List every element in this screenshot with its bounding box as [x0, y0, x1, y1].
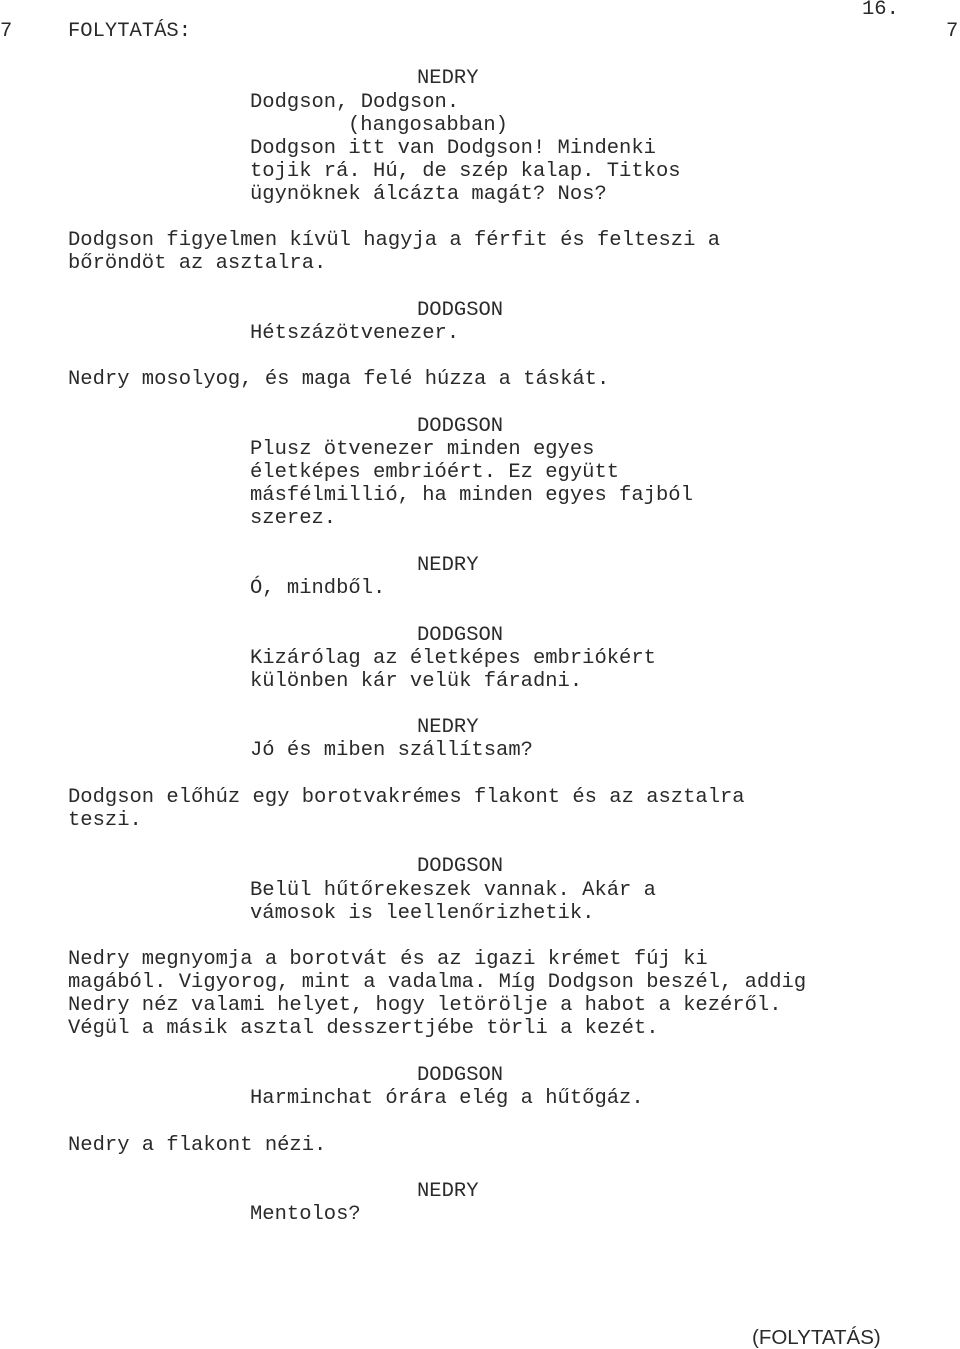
character-name: NEDRY [417, 716, 479, 739]
continued-footer: (FOLYTATÁS) [752, 1326, 881, 1349]
dialogue: Jó és miben szállítsam? [250, 739, 533, 762]
dialogue: Harminchat órára elég a hűtőgáz. [250, 1087, 644, 1110]
page-number: 16. [862, 0, 899, 21]
character-name: DODGSON [417, 624, 504, 647]
dialogue: Dodgson itt van Dodgson! Mindenki tojik rá. Hú, de szép kalap. Titkos ügynöknek álcázta magát? Nos? [250, 137, 681, 207]
character-name: DODGSON [417, 855, 504, 878]
dialogue: Dodgson, Dodgson. [250, 91, 460, 114]
character-name: NEDRY [417, 554, 479, 577]
character-name: NEDRY [417, 67, 479, 90]
action-line: Nedry megnyomja a borotvát és az igazi krémet fúj ki magából. Vigyorog, mint a vadalma. Míg Dodgson beszél, addig Nedry néz valami helyet, hogy letörölje a habot a kezéről. Végül a másik asztal desszertjébe törli a kezét. [68, 948, 807, 1041]
character-name: NEDRY [417, 1180, 479, 1203]
scene-number-right: 7 [946, 20, 959, 43]
dialogue: Plusz ötvenezer minden egyes életképes embrióért. Ez együtt másfélmillió, ha minden egyes fajból szerez. [250, 438, 693, 531]
character-name: DODGSON [417, 415, 504, 438]
action-line: Dodgson előhúz egy borotvakrémes flakont és az asztalra teszi. [68, 786, 745, 833]
dialogue: Mentolos? [250, 1203, 361, 1226]
parenthetical: (hangosabban) [348, 114, 508, 137]
action-line: Dodgson figyelmen kívül hagyja a férfit és felteszi a bőröndöt az asztalra. [68, 229, 721, 276]
character-name: DODGSON [417, 299, 504, 322]
dialogue: Kizárólag az életképes embriókért különben kár velük fáradni. [250, 647, 656, 694]
character-name: DODGSON [417, 1064, 504, 1087]
continued-header: FOLYTATÁS: [68, 20, 192, 43]
scene-number-left: 7 [0, 20, 13, 43]
action-line: Nedry mosolyog, és maga felé húzza a táskát. [68, 368, 610, 391]
dialogue: Hétszázötvenezer. [250, 322, 460, 345]
dialogue: Ó, mindből. [250, 577, 386, 600]
dialogue: Belül hűtőrekeszek vannak. Akár a vámosok is leellenőrizhetik. [250, 879, 656, 926]
action-line: Nedry a flakont nézi. [68, 1134, 327, 1157]
